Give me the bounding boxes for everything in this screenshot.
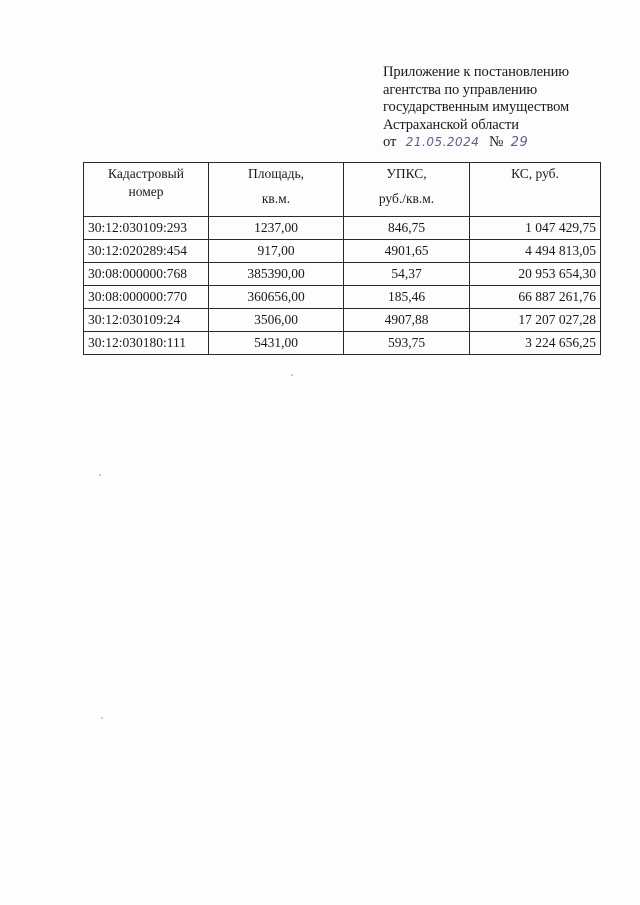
- scan-speck: [291, 374, 293, 376]
- cell-cadastral-number: 30:12:030109:293: [84, 217, 209, 240]
- appendix-line-2: агентства по управлению: [383, 81, 538, 98]
- cell-area: 360656,00: [209, 286, 344, 309]
- cell-ks: 4 494 813,05: [470, 240, 601, 263]
- cell-area: 917,00: [209, 240, 344, 263]
- table-row: [84, 332, 601, 355]
- header-ks-line-1: КС, руб.: [511, 166, 559, 181]
- cell-area: 385390,00: [209, 263, 344, 286]
- appendix-line-3: государственным имуществом: [383, 99, 570, 115]
- header-upks: [344, 163, 470, 217]
- header-ks: [470, 163, 601, 217]
- number-sign: №: [488, 134, 504, 150]
- cell-cadastral-number: 30:08:000000:770: [84, 286, 209, 309]
- header-upks-line-2: руб./кв.м.: [378, 191, 435, 206]
- cell-area: 3506,00: [209, 309, 344, 332]
- appendix-line-4: Астраханской области: [383, 116, 519, 133]
- cell-ks: 17 207 027,28: [470, 309, 601, 332]
- cell-cadastral-number: 30:12:020289:454: [84, 240, 209, 263]
- cell-ks: 1 047 429,75: [470, 217, 601, 240]
- cell-area: 5431,00: [209, 332, 344, 355]
- header-upks-line-1: УПКС,: [386, 166, 427, 181]
- header-cadastral-line-1: Кадастровый: [108, 166, 184, 181]
- handwritten-date: 21.05.2024: [405, 135, 480, 149]
- appendix-line-1: Приложение к постановлению: [383, 64, 569, 80]
- appendix-header: [383, 64, 623, 152]
- table-row: [84, 240, 601, 263]
- table-row: [84, 286, 601, 309]
- header-area-line-2: кв.м.: [261, 191, 291, 206]
- cell-cadastral-number: 30:12:030180:111: [84, 332, 209, 355]
- cell-cadastral-number: 30:08:000000:768: [84, 263, 209, 286]
- cell-ks: 20 953 654,30: [470, 263, 601, 286]
- appendix-date-number-line: [383, 134, 623, 152]
- cell-upks: 54,37: [344, 263, 470, 286]
- cell-upks: 4907,88: [344, 309, 470, 332]
- cell-upks: 846,75: [344, 217, 470, 240]
- cadastral-value-table: [83, 162, 601, 355]
- cell-area: 1237,00: [209, 217, 344, 240]
- table-row: [84, 263, 601, 286]
- cell-upks: 185,46: [344, 286, 470, 309]
- cell-ks: 66 887 261,76: [470, 286, 601, 309]
- table-row: [84, 309, 601, 332]
- cell-ks: 3 224 656,25: [470, 332, 601, 355]
- table-row: [84, 217, 601, 240]
- scan-speck: [99, 474, 101, 476]
- cell-upks: 593,75: [344, 332, 470, 355]
- header-area: [209, 163, 344, 217]
- cell-cadastral-number: 30:12:030109:24: [84, 309, 209, 332]
- header-cadastral-line-2: номер: [128, 184, 164, 199]
- table-header-row: [84, 163, 601, 217]
- scan-speck: [101, 717, 103, 719]
- cell-upks: 4901,65: [344, 240, 470, 263]
- header-area-line-1: Площадь,: [247, 166, 305, 181]
- handwritten-number: 29: [510, 135, 529, 150]
- from-label: от: [383, 134, 397, 150]
- header-cadastral-number: [84, 163, 209, 217]
